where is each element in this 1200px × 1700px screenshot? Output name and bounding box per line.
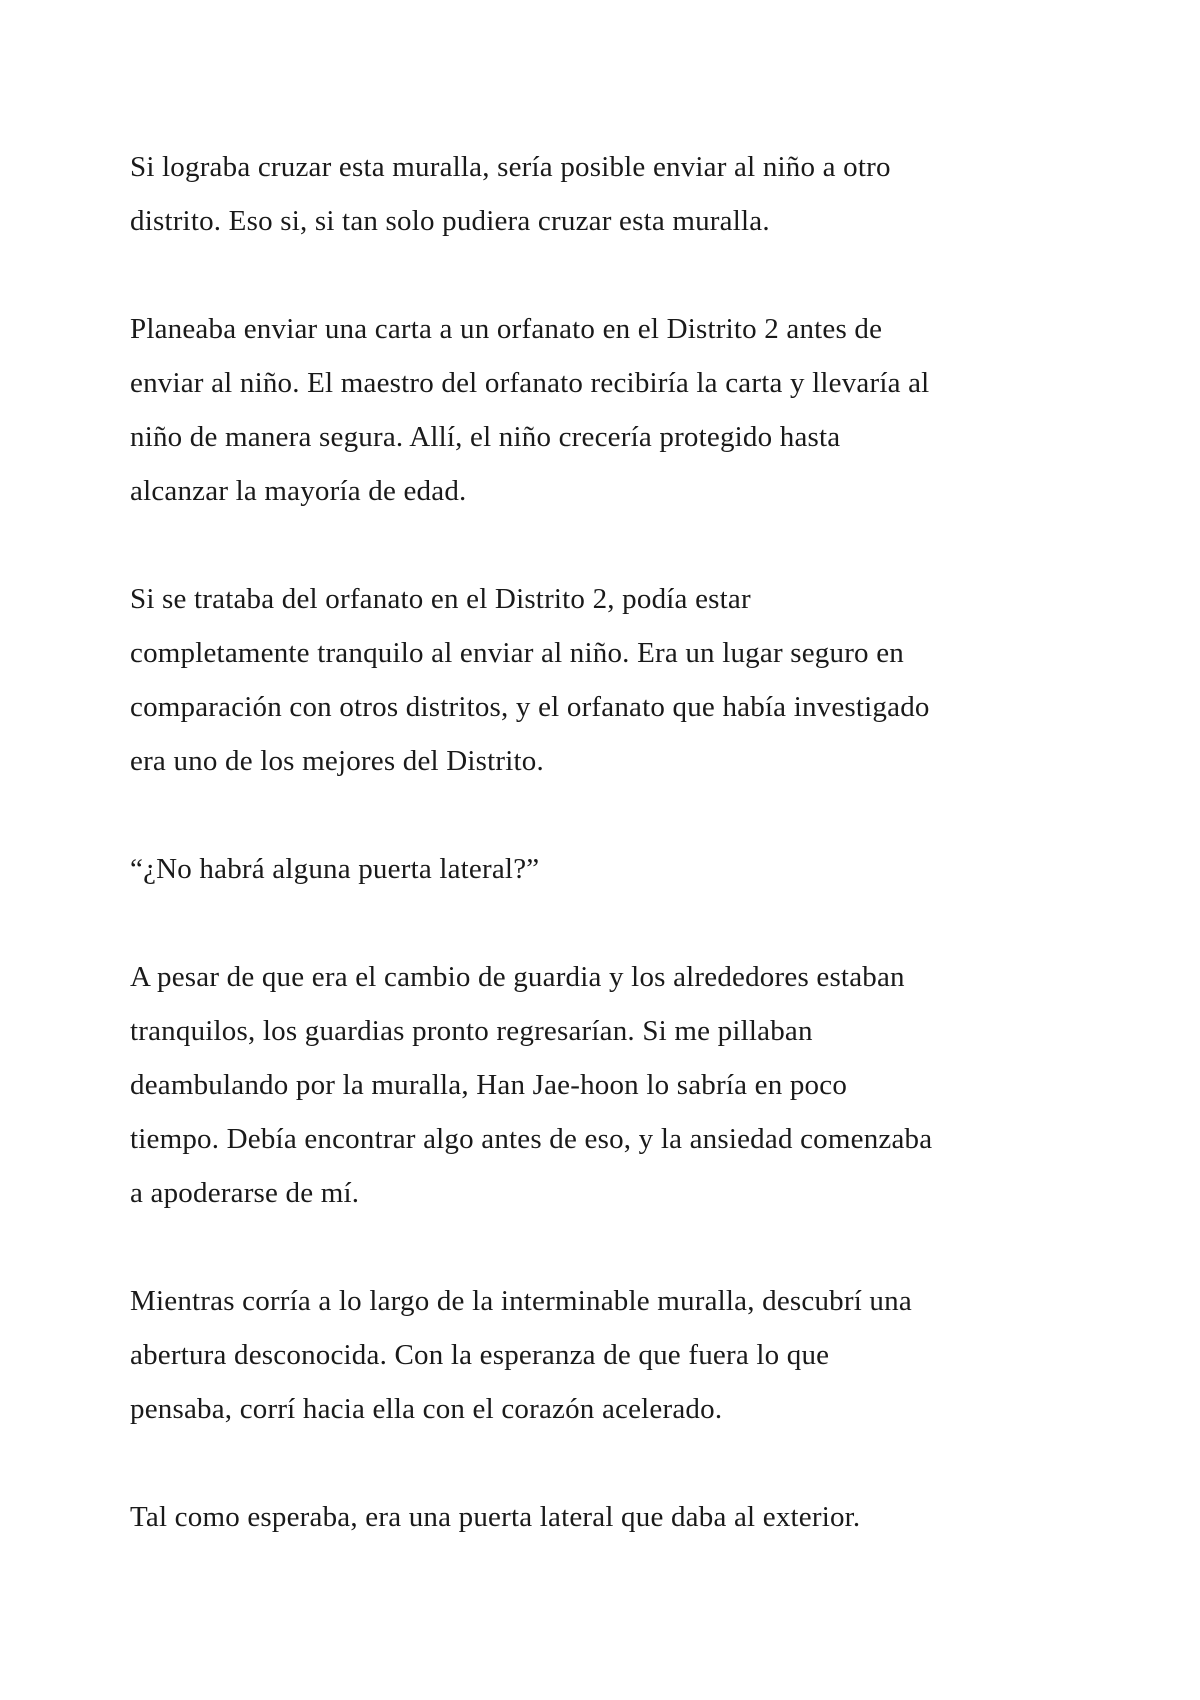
- text-line: completamente tranquilo al enviar al niño. Era un lugar seguro en: [130, 637, 904, 669]
- text-line: A pesar de que era el cambio de guardia y los alrededores estaban: [130, 961, 905, 993]
- text-line: niño de manera segura. Allí, el niño crecería protegido hasta: [130, 421, 841, 453]
- paragraph-3: [130, 572, 1090, 788]
- paragraph-5: [130, 950, 1090, 1220]
- text-line: era uno de los mejores del Distrito.: [130, 745, 544, 777]
- text-line: Si se trataba del orfanato en el Distrito 2, podía estar: [130, 583, 751, 615]
- text-line: Planeaba enviar una carta a un orfanato en el Distrito 2 antes de: [130, 313, 883, 345]
- text-line: enviar al niño. El maestro del orfanato recibiría la carta y llevaría al: [130, 367, 930, 399]
- paragraph-1: [130, 140, 1090, 248]
- text-line: tranquilos, los guardias pronto regresarían. Si me pillaban: [130, 1015, 813, 1047]
- paragraph-4-dialogue: [130, 842, 1090, 896]
- text-line: distrito. Eso si, si tan solo pudiera cruzar esta muralla.: [130, 205, 770, 237]
- text-line: alcanzar la mayoría de edad.: [130, 475, 467, 507]
- text-line: abertura desconocida. Con la esperanza de que fuera lo que: [130, 1339, 830, 1371]
- text-line: Tal como esperaba, era una puerta lateral que daba al exterior.: [130, 1501, 861, 1533]
- text-line: Si lograba cruzar esta muralla, sería posible enviar al niño a otro: [130, 151, 891, 183]
- paragraph-6: [130, 1274, 1090, 1436]
- paragraph-7: [130, 1490, 1090, 1544]
- text-line: pensaba, corrí hacia ella con el corazón acelerado.: [130, 1393, 723, 1425]
- text-line: tiempo. Debía encontrar algo antes de eso, y la ansiedad comenzaba: [130, 1123, 933, 1155]
- paragraph-2: [130, 302, 1090, 518]
- dialogue-line: “¿No habrá alguna puerta lateral?”: [130, 853, 540, 885]
- text-line: deambulando por la muralla, Han Jae-hoon lo sabría en poco: [130, 1069, 848, 1101]
- text-line: a apoderarse de mí.: [130, 1177, 360, 1209]
- document-page: [130, 140, 1090, 1598]
- text-line: comparación con otros distritos, y el orfanato que había investigado: [130, 691, 930, 723]
- text-line: Mientras corría a lo largo de la interminable muralla, descubrí una: [130, 1285, 912, 1317]
